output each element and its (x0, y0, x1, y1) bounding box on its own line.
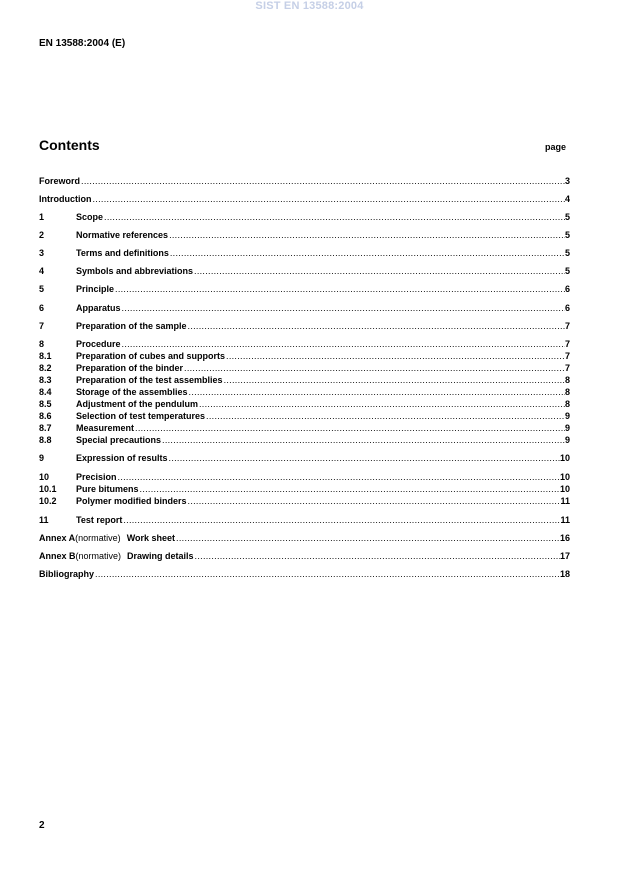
toc-entry-8-4[interactable] (39, 387, 570, 398)
toc-leader (195, 551, 560, 562)
toc-entry-scope[interactable] (39, 212, 570, 223)
toc-annex-kind: (normative) (75, 551, 122, 561)
toc-entry-8-3[interactable] (39, 375, 570, 386)
toc-entry-title: Preparation of the sample (76, 321, 187, 331)
toc-entry-title: Preparation of the binder (76, 363, 184, 373)
toc-entry-title: Expression of results (76, 453, 168, 463)
toc-entry-number: 10.2 (39, 496, 57, 506)
toc-entry-number: 8 (39, 339, 45, 349)
toc-entry-page: 7 (564, 339, 570, 349)
toc-entry-8-7[interactable] (39, 423, 570, 434)
toc-leader (188, 496, 561, 507)
toc-entry-number: 9 (39, 453, 45, 463)
toc-entry-title: Drawing details (127, 551, 194, 561)
toc-entry-introduction[interactable] (39, 194, 570, 205)
toc-entry-apparatus[interactable] (39, 303, 570, 314)
toc-entry-title: Storage of the assemblies (76, 387, 188, 397)
toc-entry-number: 8.8 (39, 435, 52, 445)
table-of-contents (39, 0, 570, 877)
toc-leader (162, 435, 565, 446)
toc-entry-page: 8 (564, 399, 570, 409)
toc-entry-preparation-of-sample[interactable] (39, 321, 570, 332)
toc-entry-precision[interactable] (39, 472, 570, 483)
toc-entry-symbols[interactable] (39, 266, 570, 277)
toc-leader (170, 248, 565, 259)
toc-entry-foreword[interactable] (39, 176, 570, 187)
toc-leader (224, 375, 565, 386)
toc-entry-expression-of-results[interactable] (39, 453, 570, 464)
toc-entry-number: 4 (39, 266, 45, 276)
toc-entry-number: 2 (39, 230, 45, 240)
toc-entry-title: Work sheet (126, 533, 176, 543)
toc-leader (135, 423, 565, 434)
toc-entry-title: Pure bitumens (76, 484, 139, 494)
page-column-label: page (545, 142, 567, 152)
toc-leader (81, 176, 565, 187)
toc-entry-page: 10 (559, 472, 570, 482)
toc-entry-number: 8.1 (39, 351, 52, 361)
toc-entry-bibliography[interactable] (39, 569, 570, 580)
toc-entry-page: 7 (564, 363, 570, 373)
toc-entry-8-6[interactable] (39, 411, 570, 422)
toc-entry-page: 3 (564, 176, 570, 186)
toc-entry-title: Test report (76, 515, 123, 525)
toc-entry-page: 9 (564, 423, 570, 433)
toc-entry-title: Special precautions (76, 435, 162, 445)
contents-heading: Contents (39, 137, 100, 153)
toc-entry-page: 7 (564, 321, 570, 331)
toc-entry-number: 8.7 (39, 423, 52, 433)
toc-leader (184, 363, 565, 374)
document-reference: EN 13588:2004 (E) (39, 38, 126, 49)
toc-annex-prefix: Annex A (39, 533, 76, 543)
toc-leader (122, 303, 565, 314)
toc-leader (169, 453, 560, 464)
toc-entry-number: 5 (39, 284, 45, 294)
toc-entry-title: Foreword (39, 176, 81, 186)
toc-entry-title: Introduction (39, 194, 92, 204)
toc-leader (140, 484, 560, 495)
toc-leader (118, 472, 560, 483)
toc-leader (226, 351, 565, 362)
toc-entry-page: 8 (564, 387, 570, 397)
toc-entry-title: Apparatus (76, 303, 121, 313)
toc-leader (206, 411, 565, 422)
toc-entry-page: 5 (564, 230, 570, 240)
toc-entry-page: 5 (564, 212, 570, 222)
toc-leader (169, 230, 565, 241)
toc-entry-title: Terms and definitions (76, 248, 169, 258)
toc-entry-title: Normative references (76, 230, 169, 240)
toc-entry-page: 16 (559, 533, 570, 543)
toc-leader (93, 194, 565, 205)
toc-entry-page: 5 (564, 248, 570, 258)
toc-entry-normative-references[interactable] (39, 230, 570, 241)
toc-entry-page: 11 (560, 515, 570, 525)
toc-entry-title: Scope (76, 212, 104, 222)
toc-leader (95, 569, 560, 580)
toc-entry-page: 17 (559, 551, 570, 561)
toc-leader (115, 284, 565, 295)
toc-entry-10-2[interactable] (39, 496, 570, 507)
toc-entry-page: 5 (564, 266, 570, 276)
toc-entry-number: 8.3 (39, 375, 52, 385)
toc-entry-title: Precision (76, 472, 117, 482)
toc-entry-principle[interactable] (39, 284, 570, 295)
toc-entry-number: 7 (39, 321, 45, 331)
toc-entry-number: 11 (39, 515, 49, 525)
watermark: SIST EN 13588:2004 (255, 0, 364, 12)
toc-entry-title: Principle (76, 284, 115, 294)
toc-entry-8-1[interactable] (39, 351, 570, 362)
toc-entry-procedure[interactable] (39, 339, 570, 350)
toc-entry-page: 6 (564, 303, 570, 313)
toc-entry-page: 4 (564, 194, 570, 204)
toc-entry-8-2[interactable] (39, 363, 570, 374)
toc-entry-page: 6 (564, 284, 570, 294)
toc-entry-title: Adjustment of the pendulum (76, 399, 198, 409)
toc-leader (188, 321, 565, 332)
toc-entry-number: 10 (39, 472, 50, 482)
toc-entry-10-1[interactable] (39, 484, 570, 495)
toc-entry-number: 3 (39, 248, 45, 258)
toc-leader (122, 339, 565, 350)
toc-leader (189, 387, 565, 398)
toc-entry-8-8[interactable] (39, 435, 570, 446)
toc-entry-title: Symbols and abbreviations (76, 266, 194, 276)
toc-entry-number: 1 (39, 212, 45, 222)
toc-entry-title: Polymer modified binders (76, 496, 187, 506)
toc-entry-8-5[interactable] (39, 399, 570, 410)
toc-entry-title: Measurement (76, 423, 135, 433)
toc-entry-terms-and-definitions[interactable] (39, 248, 570, 259)
toc-entry-number: 10.1 (39, 484, 57, 494)
toc-entry-page: 9 (564, 411, 570, 421)
toc-entry-test-report[interactable] (39, 515, 570, 526)
toc-entry-annex-b[interactable] (39, 551, 570, 562)
toc-leader (194, 266, 565, 277)
toc-entry-number: 8.4 (39, 387, 52, 397)
toc-entry-number: 8.5 (39, 399, 52, 409)
toc-entry-title: Bibliography (39, 569, 95, 579)
toc-annex-kind: (normative) (75, 533, 121, 543)
toc-entry-title: Preparation of the test assemblies (76, 375, 223, 385)
toc-entry-page: 11 (560, 496, 570, 506)
toc-annex-prefix: Annex B (39, 551, 76, 561)
toc-entry-page: 10 (559, 484, 570, 494)
toc-entry-number: 8.2 (39, 363, 52, 373)
toc-leader (104, 212, 565, 223)
toc-entry-title: Procedure (76, 339, 121, 349)
toc-entry-page: 8 (564, 375, 570, 385)
toc-entry-title: Preparation of cubes and supports (76, 351, 226, 361)
toc-leader (199, 399, 565, 410)
toc-entry-page: 7 (564, 351, 570, 361)
toc-entry-page: 9 (564, 435, 570, 445)
toc-entry-page: 18 (559, 569, 570, 579)
toc-entry-number: 6 (39, 303, 45, 313)
page-number: 2 (39, 820, 45, 831)
toc-leader (176, 533, 560, 544)
toc-entry-annex-a[interactable] (39, 533, 570, 544)
toc-entry-page: 10 (559, 453, 570, 463)
toc-entry-title: Selection of test temperatures (76, 411, 206, 421)
toc-entry-number: 8.6 (39, 411, 52, 421)
toc-leader (123, 515, 560, 526)
